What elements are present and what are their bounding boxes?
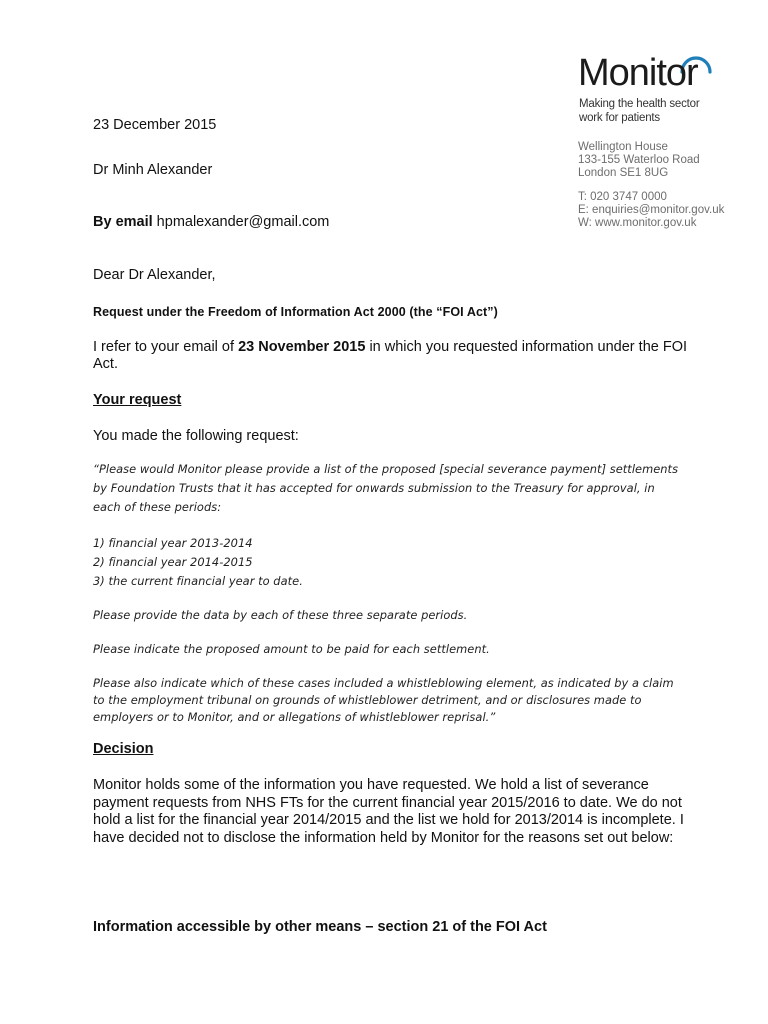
recipient-name: Dr Minh Alexander — [93, 162, 213, 178]
letter-date: 23 December 2015 — [93, 117, 217, 133]
quoted-request — [93, 460, 678, 517]
address-line: 133-155 Waterloo Road — [578, 153, 700, 166]
period-item: 2) financial year 2014-2015 — [93, 555, 253, 569]
quote-line: to the employment tribunal on grounds of whistleblower detriment, and or disclosures made to — [93, 693, 642, 707]
your-request-heading: Your request — [93, 392, 182, 408]
made-request-text: You made the following request: — [93, 428, 299, 444]
decision-line: have decided not to disclose the information held by Monitor for the reasons set out below: — [93, 829, 674, 846]
quote-paragraph-whistleblowing — [93, 675, 674, 726]
decision-line: payment requests from NHS FTs for the current financial year 2015/2016 to date. We do not — [93, 794, 682, 811]
address-line: London SE1 8UG — [578, 166, 669, 179]
logo-tagline: Making the health sector work for patients — [579, 98, 700, 124]
quote-line: Please also indicate which of these cases included a whistleblowing element, as indicated by a claim — [93, 676, 674, 690]
address-telephone: T: 020 3747 0000 — [578, 191, 667, 204]
letter-subject: Request under the Freedom of Information Act 2000 (the “FOI Act”) — [93, 305, 498, 319]
quote-paragraph: Please provide the data by each of these three separate periods. — [93, 608, 468, 622]
quote-line: each of these periods: — [93, 500, 222, 514]
quote-line: by Foundation Trusts that it has accepted for onwards submission to the Treasury for approval, in — [93, 481, 655, 495]
period-list — [93, 534, 303, 591]
logo-wordmark: Monitor — [578, 52, 698, 94]
intro-paragraph: I refer to your email of 23 November 2015 in which you requested information under the FOI Act. — [93, 339, 688, 372]
quote-paragraph: Please indicate the proposed amount to be paid for each settlement. — [93, 642, 490, 656]
section-21-heading: Information accessible by other means – section 21 of the FOI Act — [93, 919, 547, 935]
address-website: W: www.monitor.gov.uk — [578, 216, 697, 229]
monitor-logo — [578, 42, 728, 130]
decision-heading: Decision — [93, 741, 154, 757]
quote-line: “Please would Monitor please provide a list of the proposed [special severance payment] settlements — [93, 462, 679, 476]
by-email-label: By email — [93, 214, 153, 230]
sender-address — [578, 141, 724, 230]
period-item: 1) financial year 2013-2014 — [93, 536, 253, 550]
quote-line: employers or to Monitor, and or allegations of whistleblower reprisal.” — [93, 710, 496, 724]
decision-paragraph — [93, 777, 684, 847]
address-email: E: enquiries@monitor.gov.uk — [578, 204, 725, 217]
address-line: Wellington House — [578, 141, 668, 153]
recipient-email: hpmalexander@gmail.com — [152, 214, 330, 230]
decision-line: hold a list for the financial year 2014/2015 and the list we hold for 2013/2014 is incomplete. I — [93, 812, 684, 828]
period-item: 3) the current financial year to date. — [93, 574, 303, 588]
salutation: Dear Dr Alexander, — [93, 267, 216, 283]
by-email-line — [93, 214, 329, 231]
decision-line: Monitor holds some of the information you have requested. We hold a list of severance — [93, 777, 649, 793]
